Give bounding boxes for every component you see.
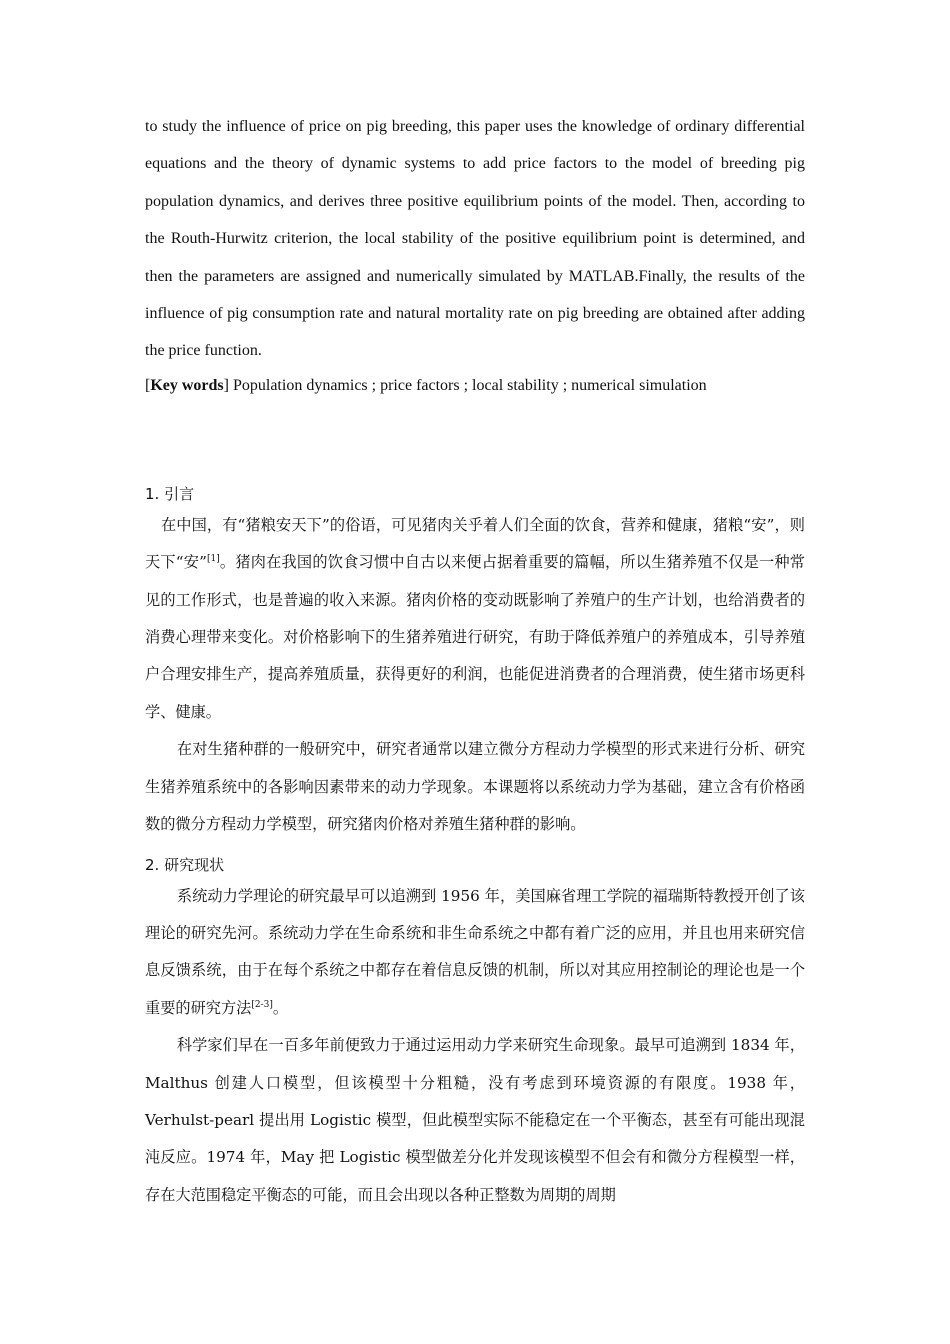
section-2-paragraph-1 xyxy=(145,878,805,1028)
section-1-paragraph-1-text-b: 。猪肉在我国的饮食习惯中自古以来便占据着重要的篇幅，所以生猪养殖不仅是一种常见的工作形式，也是普遍的收入来源。猪肉价格的变动既影响了养殖户的生产计划，也给消费者的消费心理带来变化。对价格影响下的生猪养殖进行研究，有助于降低养殖户的养殖成本，引导养殖户合理安排生产，提高养殖质量，获得更好的利润，也能促进消费者的合理消费，使生猪市场更科学、健康。 xyxy=(145,553,805,721)
section-2-paragraph-2: 科学家们早在一百多年前便致力于通过运用动力学来研究生命现象。最早可追溯到 1834 年，Malthus 创建人口模型，但该模型十分粗糙，没有考虑到环境资源的有限度。1938 年，Verhulst-pearl 提出用 Logistic 模型，但此模型实际不能稳定在一个平衡态，甚至有可能出现混沌反应。1974 年，May 把 Logistic 模型做差分化并发现该模型不但会有和微分方程模型一样，存在大范围稳定平衡态的可能，而且会出现以各种正整数为周期的周期 xyxy=(145,1036,805,1204)
section-1-paragraph-1 xyxy=(145,507,805,731)
document-page xyxy=(145,108,805,1214)
section-2-heading: 2. 研究现状 xyxy=(145,855,225,874)
section-2-paragraph-1-text-a: 系统动力学理论的研究最早可以追溯到 1956 年，美国麻省理工学院的福瑞斯特教授开创了该理论的研究先河。系统动力学在生命系统和非生命系统之中都有着广泛的应用，并且也用来研究信息反馈系统，由于在每个系统之中都存在着信息反馈的机制，所以对其应用控制论的理论也是一个重要的研究方法 xyxy=(145,886,805,1017)
keywords-line: [Key words] Population dynamics ; price factors ; local stability ; numerical simulation xyxy=(145,376,707,394)
citation-2-3: [2-3] xyxy=(251,999,273,1010)
section-1-heading: 1. 引言 xyxy=(145,484,195,503)
abstract-paragraph: to study the influence of price on pig breeding, this paper uses the knowledge of ordinary differential equations and the theory of dynamic systems to add price factors to the model of breeding pig population dynamics, and derives three positive equilibrium points of the model. Then, according to the Routh-Hurwitz criterion, the local stability of the positive equilibrium point is determined, and then the parameters are assigned and numerically simulated by MATLAB.Finally, the results of the influence of pig consumption rate and natural mortality rate on pig breeding are obtained after adding the price function. xyxy=(145,118,805,360)
section-2-paragraph-1-text-b: 。 xyxy=(272,998,289,1017)
section-1-paragraph-1-text-a: 在中国，有“猪粮安天下”的俗语，可见猪肉关乎着人们全面的饮食，营养和健康，猪粮“安”，则天下“安” xyxy=(145,515,805,572)
citation-1: [1] xyxy=(206,554,220,565)
keywords-label: Key words xyxy=(150,376,224,394)
section-1-paragraph-2: 在对生猪种群的一般研究中，研究者通常以建立微分方程动力学模型的形式来进行分析、研究生猪养殖系统中的各影响因素带来的动力学现象。本课题将以系统动力学为基础，建立含有价格函数的微分方程动力学模型，研究猪肉价格对养殖生猪种群的影响。 xyxy=(145,740,805,834)
keywords-text: Population dynamics ; price factors ; local stability ; numerical simulation xyxy=(228,376,707,394)
